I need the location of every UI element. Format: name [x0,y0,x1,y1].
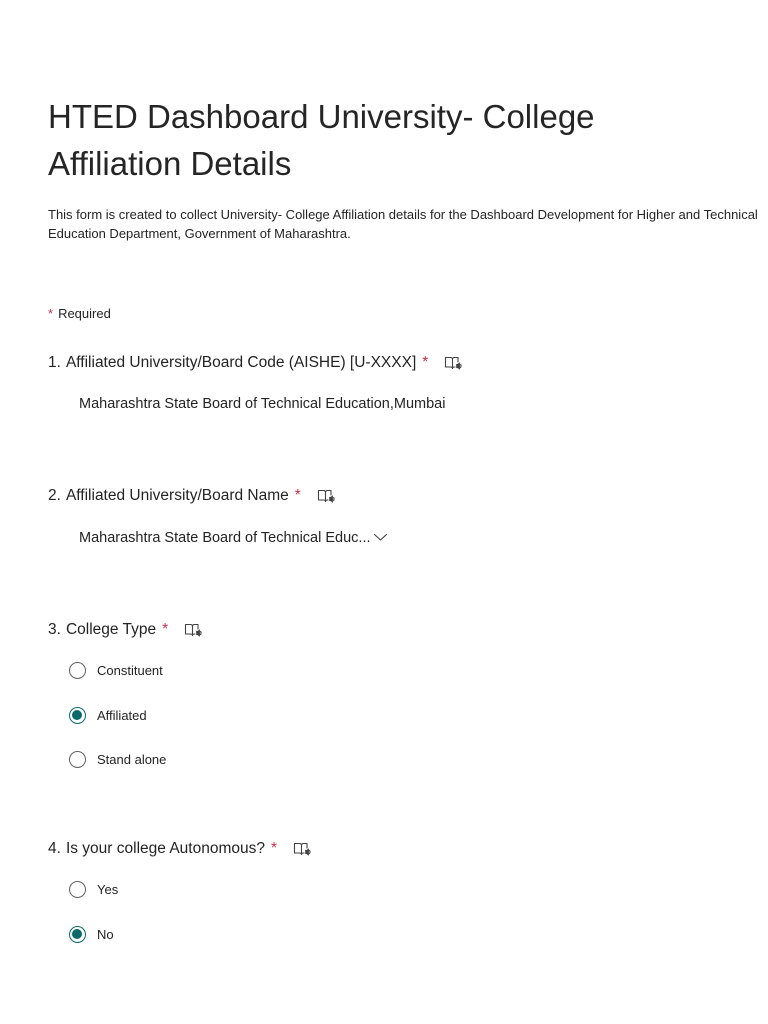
form-title: HTED Dashboard University- College Affiliation Details [48,98,595,182]
required-star: * [294,487,301,504]
required-star: * [270,840,278,857]
option-label: Constituent [97,663,163,678]
form-description: This form is created to collect University- College Affiliation details for the Dashboard Development for Higher and Technical Education Department, Government of Maharashtra. [48,207,758,241]
required-star: * [48,306,54,321]
university-name-dropdown[interactable] [79,530,388,546]
question-number: 2. [48,487,61,504]
radio-button[interactable] [69,881,86,898]
radio-button-selected[interactable] [69,707,86,724]
radio-option-yes[interactable] [69,881,118,898]
radio-button-selected[interactable] [69,926,86,943]
chevron-down-icon [373,530,388,546]
question-3-header [48,619,758,641]
question-label: Affiliated University/Board Code (AISHE) [U-XXXX] [65,354,417,371]
immersive-reader-icon[interactable] [317,488,335,504]
radio-option-stand-alone[interactable] [69,751,166,768]
question-label: College Type [65,621,157,638]
required-label: Required [58,306,111,321]
question-1-header [48,352,758,374]
radio-option-constituent[interactable] [69,662,163,679]
radio-option-no[interactable] [69,926,114,943]
question-3 [48,619,758,779]
question-label: Affiliated University/Board Name [65,487,289,504]
radio-button[interactable] [69,662,86,679]
required-star: * [422,354,429,371]
immersive-reader-icon[interactable] [444,355,462,371]
question-4-header [48,838,758,860]
option-label: Stand alone [97,752,167,767]
dropdown-selected-value: Maharashtra State Board of Technical Educ... [79,530,371,546]
question-4 [48,838,758,958]
required-star: * [162,621,169,638]
immersive-reader-icon[interactable] [184,622,202,638]
immersive-reader-icon[interactable] [293,841,311,857]
question-number: 1. [48,354,61,371]
question-2 [48,485,758,565]
radio-option-affiliated[interactable] [69,707,147,724]
option-label: Yes [97,882,119,897]
radio-button[interactable] [69,751,86,768]
question-number: 4. [48,840,61,857]
question-label: Is your college Autonomous? [65,840,265,857]
question-number: 3. [48,621,61,638]
question-1 [48,352,758,432]
required-note [48,306,111,321]
option-label: Affiliated [97,708,147,723]
question-1-answer[interactable]: Maharashtra State Board of Technical Education,Mumbai [79,396,446,412]
option-label: No [97,927,114,942]
question-2-header [48,485,758,507]
